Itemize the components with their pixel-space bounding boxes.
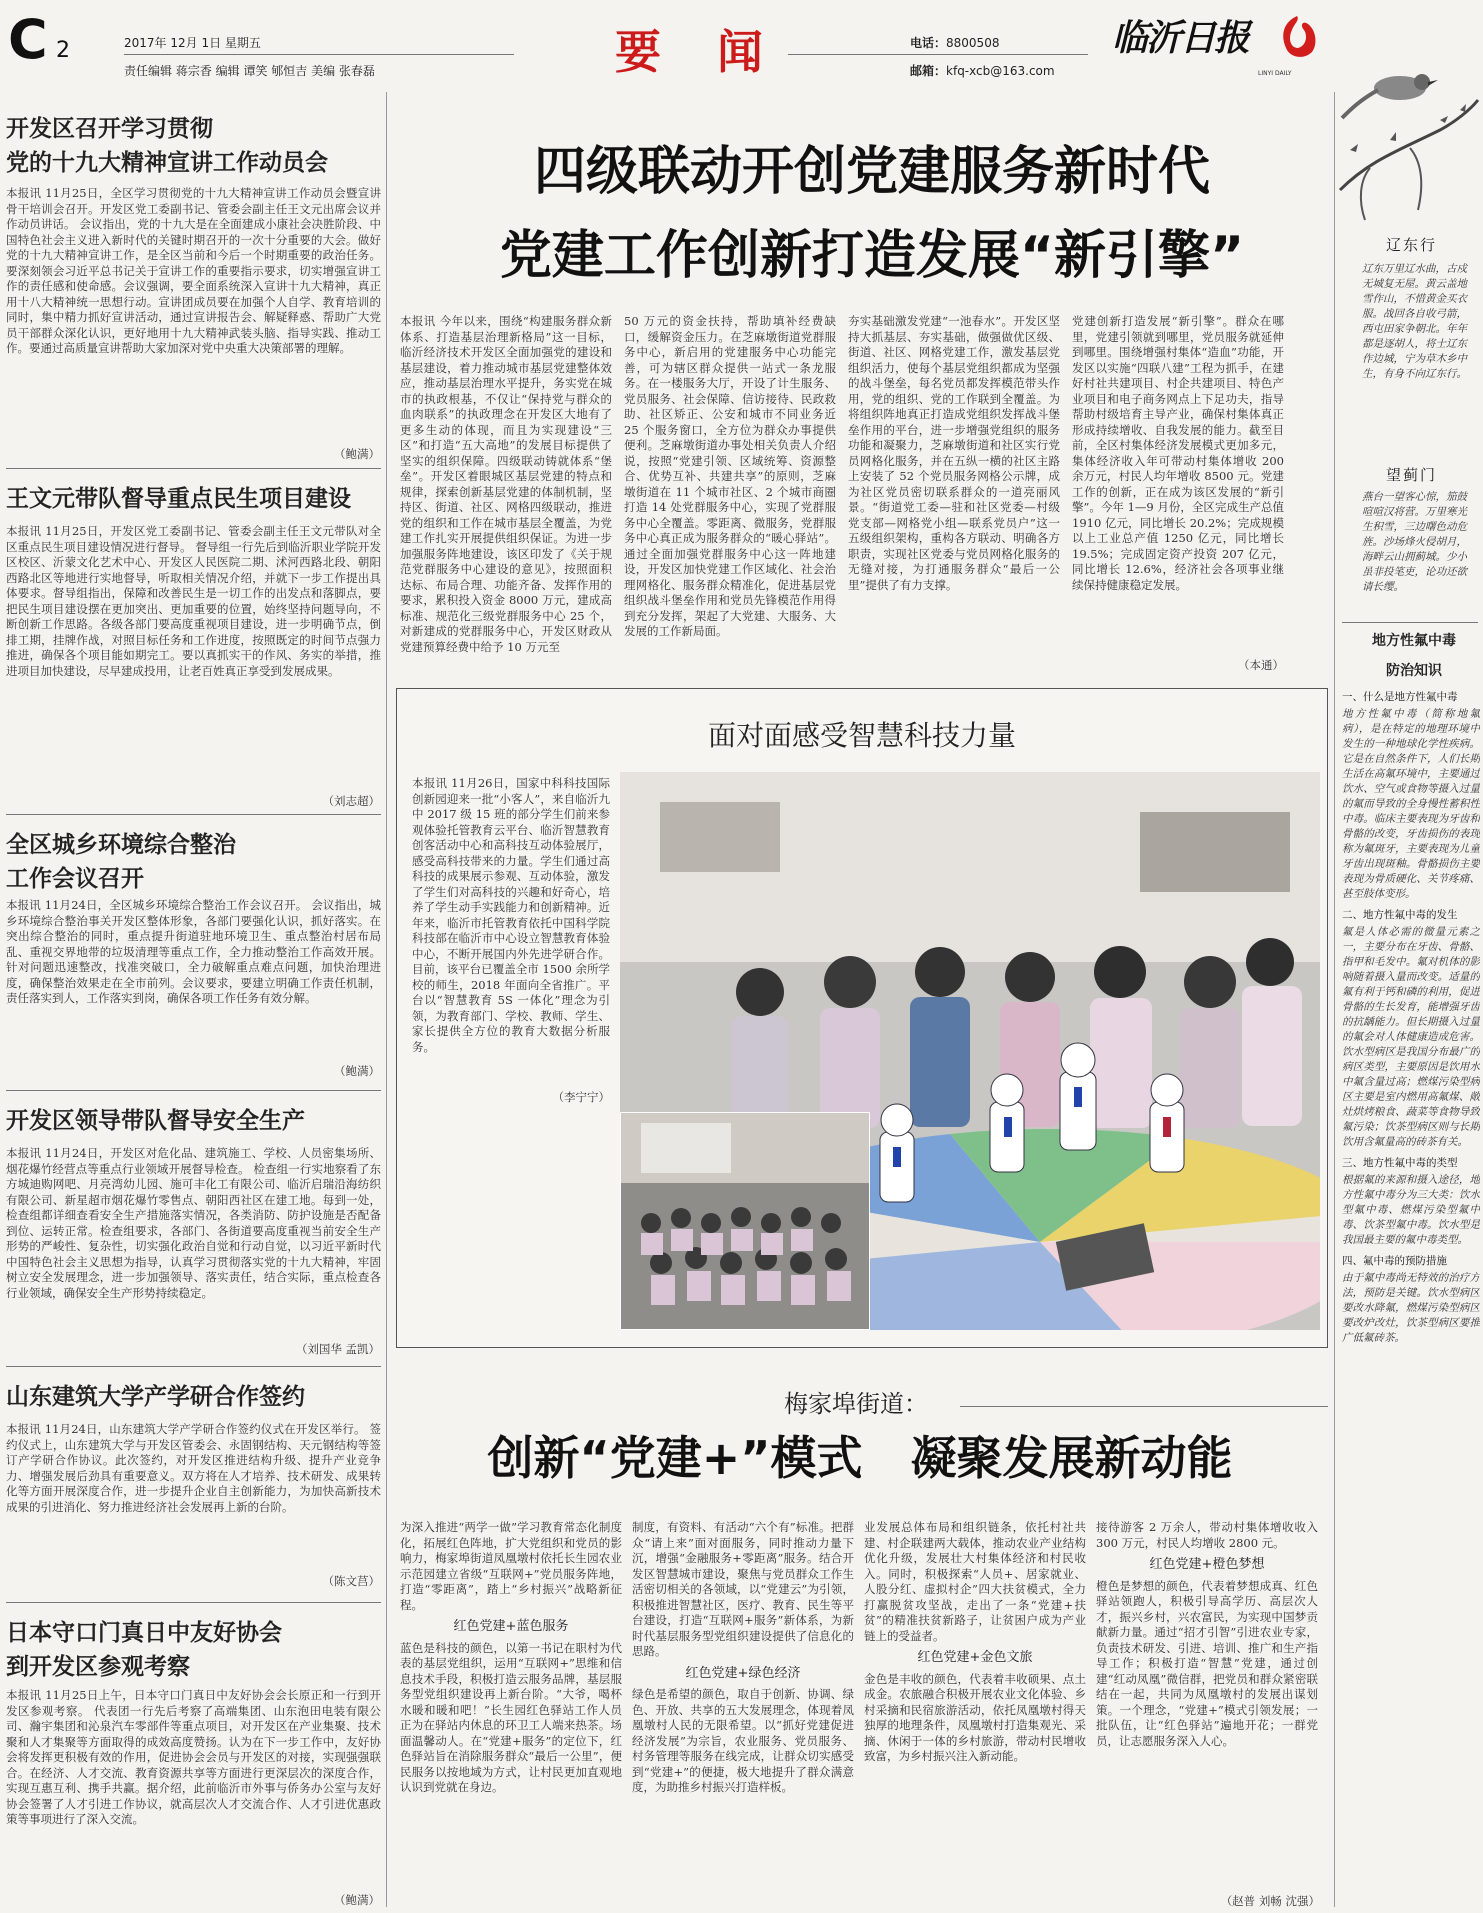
fluoro-a1: 地方性氟中毒（简称地氟病），是在特定的地理环境中发生的一种地球化学性疾病。它是在自然条件下，人们长期生活在高氟环境中，主要通过饮水、空气或食物等摄入过量的氟而导致的全身慢性蓄积性中毒。临床主要表现为牙齿和骨骼的改变，牙齿损伤的表现称为氟斑牙，主要表现为儿童牙齿出现斑釉。骨骼损伤主要表现为骨质硬化、关节疼痛、甚至肢体变形。 [1342, 708, 1480, 900]
meijiabu-sub-gold: 红色党建+金色文旅 [917, 1650, 1033, 1665]
article2-lead: 本报讯 11月25日，开发区党工委副书记、管委会副主任王文元带队对全区重点民生项目建设情况进行督导。 [6, 524, 381, 554]
header-rule-left [124, 54, 514, 55]
page-number: 2 [56, 38, 70, 63]
article5-byline: （陈文莒） [322, 1574, 380, 1588]
article6-lead: 本报讯 11月25日上午，日本守口门真日中友好协会会长原正和一行到开发区参观考察。 [6, 1688, 381, 1718]
meijiabu-sub-blue: 红色党建+蓝色服务 [453, 1619, 569, 1634]
meijiabu-col-1 [400, 1520, 622, 1908]
fluoro-title: 地方性氟中毒 [1372, 633, 1456, 649]
article1-body [6, 186, 381, 450]
right-column-divider [1334, 92, 1335, 1907]
article3-body [6, 898, 381, 1064]
fluoro-subtitle: 防治知识 [1386, 663, 1442, 679]
article3-title-line2: 工作会议召开 [6, 866, 144, 892]
masthead-red-mark [1276, 14, 1318, 62]
article2-title: 王文元带队督导重点民生项目建设 [6, 486, 351, 512]
article4-lead: 本报讯 11月24日，开发区对危化品、建筑施工、学校、人员密集场所、烟花爆竹经营点等重点行业领域开展督导检查。 [6, 1146, 381, 1176]
divider-a4 [6, 1366, 381, 1367]
article4-body [6, 1146, 381, 1342]
main-headline-line1: 四级联动开创党建服务新时代 [533, 142, 1210, 202]
phone-label: 电话： [910, 36, 947, 50]
audience-image-icon [621, 1113, 870, 1330]
article1-text: 会议指出，党的十九大是在全面建成小康社会决胜阶段、中国特色社会主义进入新时代的关键时期召开的一次十分重要的大会。做好党的十九大精神宣讲工作，是全区当前和今后一个时期重要的政治任务。要深刻领会习近平总书记关于宣讲工作的重要指示要求，切实增强宣讲工作的责任感和使命感。会议强调，要全面系统深入宣讲十九大精神，真正用十八大精神统一思想行动。宣讲团成员要在加强个人自学、教育培训的同时，集中精力抓好宣讲活动，通过宣讲报告会、解疑释惑、帮助广大党员干部群众深化认识，更好地用十九大精神武装头脑、指导实践、推动工作。要通过高质量宣讲帮助大家加深对党中央重大决策部署的理解。 [6, 217, 381, 355]
article3-title-line1: 全区城乡环境综合整治 [6, 832, 236, 858]
poem2-title: 望蓟门 [1386, 466, 1438, 484]
meijiabu-col-2 [632, 1520, 854, 1908]
article1-lead: 本报讯 11月25日，全区学习贯彻党的十九大精神宣讲工作动员会暨宣讲骨干培训会召开。开发区党工委副书记、管委会副主任王文元出席会议并作动员讲话。 [6, 186, 381, 231]
meijiabu-sub-green: 红色党建+绿色经济 [685, 1665, 801, 1681]
fluoro-a3: 根据氟的来源和摄入途径，地方性氟中毒分为三大类：饮水型氟中毒、燃煤污染型氟中毒、饮茶型氟中毒。饮水型是我国最主要的氟中毒类型。 [1342, 1174, 1480, 1246]
page-header [0, 0, 1483, 88]
phone-number: 8800508 [946, 36, 1000, 50]
fluoro-a4: 由于氟中毒尚无特效的治疗方法，预防是关键。饮水型病区要改水降氟，燃煤污染型病区要改炉改灶，饮茶型病区要推广低氟砖茶。 [1342, 1272, 1480, 1344]
fluoro-a2: 氟是人体必需的微量元素之一，主要分布在牙齿、骨骼、指甲和毛发中。氟对机体的影响随着摄入量而改变。适量的氟有利于钙和磷的利用，促进骨骼的生长发育，能增强牙齿的抗龋能力。但长期摄入过量的氟会对人体健康造成危害。饮水型病区是我国分布最广的病区类型，主要原因是饮用水中氟含量过高；燃煤污染型病区主要是室内燃用高氟煤、敞灶烘烤粮食、蔬菜等食物导致氟污染；饮茶型病区则与长期饮用含氟量高的砖茶有关。 [1342, 926, 1480, 1148]
meijiabu-headline: 创新“党建+”模式 凝聚发展新动能 [487, 1431, 1233, 1485]
bird-illustration [1330, 40, 1480, 240]
article4-text: 检查组一行实地察看了东方城迪购网吧、月亮湾幼儿园、施可丰化工有限公司、临沂启瑞沿海纺织有限公司、新星超市烟花爆竹零售点、朝阳西社区在建工地。每到一处，检查组都详细查看安全生产措施落实情况，各类消防、防护设施是否配备到位、运转正常。检查组要求，各部门、各街道要高度重视当前安全生产形势的严峻性、复杂性，切实强化政治自觉和行动自觉，以习近平新时代中国特色社会主义思想为指导，认真学习贯彻落实党的十九大精神，牢固树立安全发展理念，进一步加强领导、落实责任，结合实际，重点检查各行业领域，确保安全生产形势持续稳定。 [6, 1161, 381, 1300]
article5-body [6, 1422, 381, 1572]
meijiabu-col3-text: 金色是丰收的颜色，代表着丰收硕果、点土成金。农旅融合积极开展农业文化体验、乡村采摘和民宿旅游活动，依托凤凰墩村得天独厚的地理条件，凤凰墩村打造集观光、采摘、休闲于一体的乡村旅游，带动村民增收致富，为乡村振兴注入新动能。 [864, 1671, 1086, 1763]
left-column-divider [386, 92, 387, 1907]
main-col-4: 党建创新打造发展“新引擎”。群众在哪里，党建引领就到哪里，党员服务就延伸到哪里。围绕增强村集体“造血”功能，开发区以实施“四联八建”工程为抓手，在建好村社共建项目、村企共建项目、特色产业项目和电子商务网点上下足功夫，指导帮助村级培育主导产业，确保村集体真正形成持续增收、自我发展的能力。截至目前，全区村集体经济发展模式更加多元，集体经济收入年可带动村集体增收 200 余万元，村民人均年增收 8500 元。党建工作的创新，正在成为该区发展的“新引擎”。今年 1—9 月份，全区完成生产总值 1910 亿元，同比增长 20.2%；完成规模以上工业总产值 1250 亿元，同比增长 19.5%；完成固定资产投资 207 亿元，同比增长 12.6%，经济社会各项事业继续保持健康稳定发展。 [1072, 314, 1284, 592]
poem1-body: 辽东万里辽水曲，古戍无城复无屋。黄云盖地雪作山，不惜黄金买衣服。战回各自收弓箭，西屯田家争朝北。年年都是逐胡人，将士辽东作边城，宁为草木乡中生，有身不向辽东行。 [1362, 263, 1467, 380]
article5-lead: 本报讯 11月24日，山东建筑大学产学研合作签约仪式在开发区举行。 [6, 1422, 366, 1436]
fluoro-body [1342, 690, 1480, 1900]
kicker-rule [960, 1406, 1328, 1407]
email-address: kfq-xcb@163.com [946, 64, 1055, 78]
main-col-2: 50 万元的资金扶持，帮助填补经费缺口，缓解资金压力。在芝麻墩街道党群服务中心，新启用的党建服务中心功能完善，可为辖区群众提供一站式一条龙服务。在一楼服务大厅，开设了计生服务、党员服务、社会保障、信访接待、民政救助、社区矫正、公安和城市不同业务近 25 个服务窗口，全方位为群众办事提供便利。芝麻墩街道办事处相关负责人介绍说，按照“党建引领、区域统筹、资源整合、优势互补、共建共享”的原则，芝麻墩街道在 11 个城市社区、2 个城市商圈打造 14 处党群服务中心，实现了党群服务中心全覆盖。零距离、微服务，党群服务中心真正成为服务群众的“暖心驿站”。通过全面加强党群服务中心这一阵地建设，开发区加快党建工作区域化、社会治理网格化、服务群众精准化，促进基层党组织战斗堡垒作用和党员先锋模范作用得到充分发挥，架起了大党建、大服务、大发展的工作新局面。 [624, 314, 836, 638]
article1-title-line2: 党的十九大精神宣讲工作动员会 [6, 150, 328, 176]
meijiabu-col4-text: 橙色是梦想的颜色，代表着梦想成真、红色驿站领跑人，积极引导高学历、高层次人才，振兴乡村，兴农富民，为实现中国梦贡献新力量。通过“招才引智”引进农业专家，负责技术研发、引进、培训、推广和生产指导工作；积极打造“智慧”党建，通过创建“红动凤凰”微信群，把党员和群众紧密联结在一起，共同为凤凰墩村的发展出谋划策。一个理念，“党建+”模式引领发展；一批队伍，让“红色驿站”遍地开花；一群党员，让志愿服务深入人心。 [1096, 1578, 1318, 1748]
article2-byline: （刘志超） [322, 794, 380, 808]
article6-text: 代表团一行先后考察了高端集团、山东泡田电装有限公司、瀚宇集团和沁泉汽车零部件等重点项目，对开发区在产业集聚、技术聚和人才集聚等方面取得的成效高度赞扬。认为在下一步工作中，友好协会将发挥更积极有效的作用，促进协会会员与开发区的对接，实现强强联合。在经济、人才交流、教育资源共享等方面进行更深层次的深度合作，实现互惠互利、携手共赢。据介绍，此前临沂市外事与侨务办公室与友好协会签署了人才引进工作协议，就高层次人才交流合作、人才引进优惠政策等事项进行了深入交流。 [6, 1703, 381, 1826]
bird-on-branch-icon [1330, 40, 1480, 240]
article2-body [6, 524, 381, 786]
article6-byline: （鲍满） [334, 1893, 380, 1907]
fluoro-q3: 三、地方性氟中毒的类型 [1342, 1157, 1458, 1169]
tech-story-byline: （李宁宁） [552, 1090, 610, 1104]
editors-line: 责任编辑 蒋宗香 编辑 谭笑 郇恒吉 美编 张春磊 [124, 64, 375, 78]
divider-a5 [6, 1602, 381, 1603]
article6-title-line2: 到开发区参观考察 [6, 1654, 190, 1680]
fluoro-q4: 四、氟中毒的预防措施 [1342, 1255, 1447, 1267]
article6-body [6, 1688, 381, 1892]
masthead-subtitle: LINYI DAILY [1258, 70, 1292, 77]
article4-title: 开发区领导带队督导安全生产 [6, 1108, 305, 1134]
header-rule-right [788, 54, 1088, 55]
meijiabu-col-4 [1096, 1520, 1318, 1892]
poem2-body: 燕台一望客心惊，笳鼓喧喧汉将营。万里寒光生积雪，三边曙色动危旌。沙场烽火侵胡月，海畔云山拥蓟城。少小虽非投笔吏，论功还欲请长缨。 [1362, 491, 1467, 593]
meijiabu-sub-orange: 红色党建+橙色梦想 [1149, 1557, 1265, 1572]
poem1-title: 辽东行 [1386, 236, 1438, 254]
main-headline-line2: 党建工作创新打造发展“新引擎” [499, 226, 1245, 286]
phone-info [910, 34, 999, 51]
meijiabu-byline: （赵普 刘畅 沈强） [1220, 1894, 1320, 1908]
meijiabu-col-3 [864, 1520, 1086, 1908]
lecture-hall-inset-photo [620, 1112, 870, 1330]
tech-story-body: 本报讯 11月26日，国家中科科技国际创新园迎来一批“小客人”，来自临沂九中 2017 级 15 班的部分学生们前来参观体验托管教育云平台、临沂智慧教育创客活动中心和高科技互动体验展厅，感受高科技带来的力量。学生们通过高科技的成果展示参观、互动体验，激发了学生们对高科技的兴趣和好奇心，培养了学生动手实践能力和创新精神。近年来，临沂市托管教育依托中国科学院科技部在临沂市中心设立智慧教育体验中心，不断开展国内外先进学研合作。目前，该平台已覆盖全市 1500 余所学校的师生，2018 年面向全省推广。平台以“智慧教育 5S 一体化”理念为引领，为教育部门、学校、教师、学生、家长提供全方位的教育大数据分析服务。 [412, 776, 610, 1054]
article5-text: 签约仪式上，山东建筑大学与开发区管委会、永固钢结构、天元钢结构等签订产学研合作协议。此次签约，对开发区推进结构升级、提升产业竞争力、增强发展后劲具有重要意义。双方将在人才培养、技术研发、成果转化等方面开展深度合作，进一步提升企业自主创新能力，为加快高新技术成果的引进消化、努力推进经济社会发展再上新的台阶。 [6, 1422, 381, 1514]
issue-date: 2017年 12月 1日 星期五 [124, 36, 261, 50]
article3-byline: （鲍满） [334, 1064, 380, 1078]
meijiabu-col4-intro: 接待游客 2 万余人，带动村集体增收收入 300 万元，村民人均增收 2800 元。 [1096, 1520, 1318, 1550]
divider-a3 [6, 1090, 381, 1091]
article4-byline: （刘国华 孟凯） [295, 1342, 380, 1356]
main-byline: （本通） [1238, 658, 1284, 672]
article3-lead: 本报讯 11月24日，全区城乡环境综合整治工作会议召开。 [6, 898, 308, 912]
right-divider [1342, 622, 1478, 623]
article3-text: 会议指出，城乡环境综合整治事关开发区整体形象，各部门要强化认识，抓好落实。在突出综合整治的同时，重点提升街道驻地环境卫生、重点整治村居布局乱、重视交界地带的垃圾清理等重点工作，全力推动整治工作高效开展。针对问题迅速整改，找准突破口，全力破解重点难点问题，加快治理进度，确保整治效果走在全市前列。会议要求，要建立明确工作责任机制，责任落实到人，工作落实到岗，确保各项工作任务有效分解。 [6, 898, 381, 1005]
tech-story-title: 面对面感受智慧科技力量 [707, 719, 1016, 752]
article2-text: 督导组一行先后到临沂职业学院开发区校区、沂蒙文化艺术中心、开发区人民医院二期、沭河西路北段、朝阳西路北区等地进行实地督导，听取相关情况介绍，并就下一步工作提出具体要求。督导组指出，保障和改善民生是一切工作的出发点和落脚点，要把民生项目建设摆在更加突出、更加重要的位置，始终坚持问题导向，不断创新工作思路。各级各部门要高度重视项目建设，进一步明确节点，倒排工期，挂牌作战，对照目标任务和工作进度，按照既定的时间节点强力推进，确保各个项目能如期完工。要以真抓实干的作风、务实的举措，推进项目加快建设，尽早建成投用，让老百姓真正享受到发展成果。 [6, 539, 381, 678]
meijiabu-kicker: 梅家埠街道： [784, 1390, 928, 1418]
main-col-1: 本报讯 今年以来，围绕“构建服务群众新体系、打造基层治理新格局”这一目标，临沂经济技术开发区全面加强党的建设和基层建设，着力推动城市基层党建整体效应，推动基层治理水平提升，务实党在城市的执政根基，不仅让“保持党与群众的血肉联系”的执政理念在开发区大地有了更多生动的体现，而且为实现建设“三区”和打造“五大高地”的发展目标提供了坚实的组织保障。四级联动铸就体系“堡垒”。开发区着眼城区基层党建的特点和规律，探索创新基层党建的体制机制，坚持区、街道、社区、网格四级联动，推进党的组织和工作在城市基层全覆盖，为党建工作扎实开展提供组织保证。为进一步加强服务阵地建设，该区印发了《关于规范党群服务中心建设的意见》，按照面积达标、布局合理、功能齐备、发挥作用的要求，累积投入资金 8000 万元，建成高标准、规范化三级党群服务中心 25 个，对新建成的党群服务中心，开发区财政从党建预算经费中给予 10 万元至 [400, 314, 612, 654]
main-col-3: 夯实基础激发党建“一池春水”。开发区坚持大抓基层、夯实基础，做强做优区级、街道、社区、网格党建工作，激发基层党组织活力，使每个基层党组织都成为坚强的战斗堡垒，每名党员都发挥模范带头作用，党的组织、党的工作联到全覆盖。为将组织阵地真正打造成党组织发挥战斗堡垒作用的平台，进一步增强党组织的服务功能和凝聚力，芝麻墩街道和社区实行党员网格化服务，并在五纵一横的社区主路上安装了 52 个党员服务网格公示牌，成为社区党员密切联系群众的一道亮丽风景。“街道党工委—驻和社区党委—村级党支部—网格党小组—联系党员户”这一五级组织架构，重构各方联动、明确各方职责，实现社区党委与党员网格化服务的无缝对接，为打通服务群众“最后一公里”提供了有力支撑。 [848, 314, 1060, 592]
masthead-logo: 临沂日报 [1112, 17, 1249, 59]
fluoro-q1: 一、什么是地方性氟中毒 [1342, 691, 1458, 703]
page-letter: C [8, 8, 48, 71]
article1-title-line1: 开发区召开学习贯彻 [6, 116, 213, 142]
masthead-emblem-icon [1276, 14, 1318, 62]
fluoro-q2: 二、地方性氟中毒的发生 [1342, 909, 1458, 921]
divider-a1 [6, 468, 381, 469]
meijiabu-col3-intro: 业发展总体布局和组织链条，依托村社共建、村企联建两大载体，推动农业产业结构优化升级，发展壮大村集体经济和村民收入。同时，积极探索“人员+、居家就业、人股分红、虚拟村企”四大扶贫模式，全力打赢脱贫攻坚战，走出了一条“党建+扶贫”的精准扶贫新路子，让贫困户成为产业链上的受益者。 [864, 1520, 1086, 1643]
article5-title: 山东建筑大学产学研合作签约 [6, 1384, 305, 1410]
meijiabu-col1-intro: 为深入推进“两学一做”学习教育常态化制度化，拓展红色阵地，扩大党组织和党员的影响力，梅家埠街道凤凰墩村依托长生园农业示范园建立省级“互联网+”党员服务阵地，打造“零距离”，踏上“乡村振兴”战略新征程。 [400, 1520, 622, 1612]
meijiabu-col2-intro: 制度，有资料、有活动“六个有”标准。把群众“请上来”面对面服务，同时推动力量下沉，增强“金融服务+零距离”服务。结合开发区智慧城市建设，聚焦与党员群众工作生活密切相关的各领域，以“党建云”为引领，积极推进智慧社区，医疗、教育、民生等平台建设，打造“互联网+服务”新体系，为新时代基层服务型党组织建设提供了信息化的思路。 [632, 1520, 854, 1658]
meijiabu-col2-text: 绿色是希望的颜色，取自于创新、协调、绿色、开放、共享的五大发展理念，体现着凤凰墩村人民的无限希望。以“抓好党建促进经济发展”为宗旨，农业服务、党员服务、村务管理等服务在线完成，让群众切实感受到“党建+”的便捷，极大地提升了群众满意度，为助推乡村振兴打造样板。 [632, 1687, 854, 1794]
email-label: 邮箱： [910, 64, 947, 78]
divider-a2 [6, 814, 381, 815]
meijiabu-col1-text: 蓝色是科技的颜色，以第一书记在职村为代表的基层党组织，运用“互联网+”思维和信息技术手段，积极打造云服务品牌，基层服务型党组织建设再上新台阶。“大爷，喝杯水暖和暖和吧！”长生园红色驿站工作人员正为在驿站内休息的环卫工人端来热茶。场面温馨动人。在“党建+服务”的定位下，红色驿站旨在消除服务群众“最后一公里”，便民服务以按地域为方式，让村民更加直观地认识到党就在身边。 [400, 1640, 622, 1794]
section-title: 要 闻 [614, 25, 772, 79]
article6-title-line1: 日本守口门真日中友好协会 [6, 1620, 282, 1646]
article1-byline: （鲍满） [334, 447, 380, 461]
email-info [910, 62, 1055, 79]
